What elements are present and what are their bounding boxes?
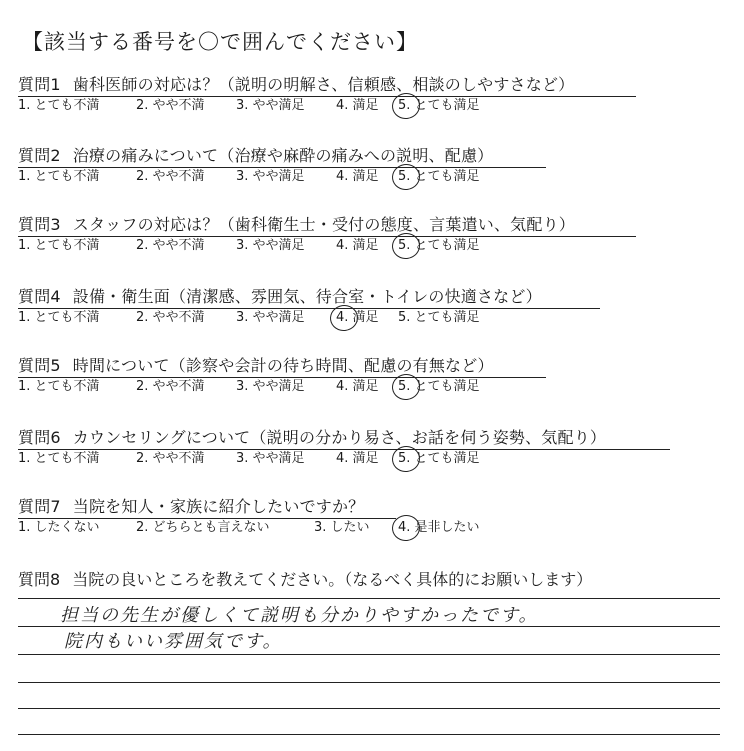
answer-option-4[interactable]: 4. 満足	[336, 310, 379, 325]
answer-option-4[interactable]: 4. 満足	[336, 98, 379, 113]
answer-options	[18, 378, 668, 398]
answer-option-5[interactable]: 5. とても満足	[398, 451, 480, 466]
answer-option-5[interactable]: 5. とても満足	[398, 169, 480, 184]
answer-line	[18, 734, 720, 735]
question-text: 歯科医師の対応は？（説明の明解さ、信頼感、相談のしやすさなど）	[72, 75, 575, 94]
answer-options	[18, 309, 668, 329]
answer-option-3[interactable]: 3. やや満足	[236, 238, 305, 253]
handwritten-answer-line-2: 院内もいい雰囲気です。	[64, 631, 283, 652]
answer-option-1[interactable]: 1. したくない	[18, 520, 100, 535]
question-heading	[18, 75, 668, 95]
answer-option-1[interactable]: 1. とても不満	[18, 169, 100, 184]
answer-option-4[interactable]: 4. 満足	[336, 379, 379, 394]
answer-option-3[interactable]: 3. したい	[314, 520, 370, 535]
question-text: 治療の痛みについて（治療や麻酔の痛みへの説明、配慮）	[72, 146, 494, 165]
answer-option-5[interactable]: 5. とても満足	[398, 310, 480, 325]
answer-options	[18, 168, 668, 188]
answer-option-2[interactable]: 2. やや不満	[136, 379, 205, 394]
question-2	[18, 146, 668, 188]
answer-options	[18, 519, 668, 539]
question-heading	[18, 146, 668, 166]
answer-options	[18, 237, 668, 257]
answer-option-4[interactable]: 4. 是非したい	[398, 520, 480, 535]
answer-line	[18, 598, 720, 599]
answer-option-3[interactable]: 3. やや満足	[236, 169, 305, 184]
question-number: 質問5	[18, 356, 61, 375]
question-number: 質問3	[18, 215, 61, 234]
answer-options	[18, 97, 668, 117]
answer-option-4[interactable]: 4. 満足	[336, 169, 379, 184]
question-7	[18, 497, 668, 539]
answer-line	[18, 654, 720, 655]
question-text: 時間について（診察や会計の待ち時間、配慮の有無など）	[72, 356, 494, 375]
question-heading	[18, 428, 668, 448]
answer-option-5[interactable]: 5. とても満足	[398, 238, 480, 253]
question-number: 質問7	[18, 497, 61, 516]
answer-option-2[interactable]: 2. やや不満	[136, 98, 205, 113]
answer-option-4[interactable]: 4. 満足	[336, 451, 379, 466]
answer-line	[18, 708, 720, 709]
answer-option-2[interactable]: 2. どちらとも言えない	[136, 520, 270, 535]
answer-option-4[interactable]: 4. 満足	[336, 238, 379, 253]
question-number: 質問6	[18, 428, 61, 447]
question-number: 質問1	[18, 75, 61, 94]
answer-option-5[interactable]: 5. とても満足	[398, 379, 480, 394]
answer-option-1[interactable]: 1. とても不満	[18, 310, 100, 325]
answer-option-2[interactable]: 2. やや不満	[136, 169, 205, 184]
answer-line	[18, 682, 720, 683]
answer-option-1[interactable]: 1. とても不満	[18, 379, 100, 394]
answer-option-2[interactable]: 2. やや不満	[136, 451, 205, 466]
question-3	[18, 215, 668, 257]
page-title: 【該当する番号を〇で囲んでください】	[22, 30, 418, 54]
answer-option-2[interactable]: 2. やや不満	[136, 238, 205, 253]
question-text: 当院を知人・家族に紹介したいですか？	[72, 497, 365, 516]
question-text: カウンセリングについて（説明の分かり易さ、お話を伺う姿勢、気配り）	[72, 428, 607, 447]
answer-option-1[interactable]: 1. とても不満	[18, 451, 100, 466]
question-number: 質問8	[18, 570, 61, 589]
answer-option-1[interactable]: 1. とても不満	[18, 238, 100, 253]
question-heading	[18, 497, 668, 517]
answer-option-2[interactable]: 2. やや不満	[136, 310, 205, 325]
question-number: 質問2	[18, 146, 61, 165]
answer-option-5[interactable]: 5. とても満足	[398, 98, 480, 113]
question-heading	[18, 215, 668, 235]
handwritten-answer-line-1: 担当の先生が優しくて説明も分かりやすかったです。	[60, 605, 539, 626]
question-8	[18, 567, 592, 590]
question-6	[18, 428, 668, 470]
question-text: スタッフの対応は？（歯科衛生士・受付の態度、言葉遣い、気配り）	[72, 215, 575, 234]
answer-option-3[interactable]: 3. やや満足	[236, 310, 305, 325]
question-4	[18, 287, 668, 329]
question-heading	[18, 356, 668, 376]
question-1	[18, 75, 668, 117]
answer-option-3[interactable]: 3. やや満足	[236, 451, 305, 466]
answer-option-3[interactable]: 3. やや満足	[236, 98, 305, 113]
question-number: 質問4	[18, 287, 61, 306]
answer-option-3[interactable]: 3. やや満足	[236, 379, 305, 394]
question-text: 設備・衛生面（清潔感、雰囲気、待合室・トイレの快適さなど）	[72, 287, 542, 306]
answer-options	[18, 450, 668, 470]
question-5	[18, 356, 668, 398]
answer-option-1[interactable]: 1. とても不満	[18, 98, 100, 113]
question-text: 当院の良いところを教えてください。（なるべく具体的にお願いします）	[72, 570, 593, 589]
